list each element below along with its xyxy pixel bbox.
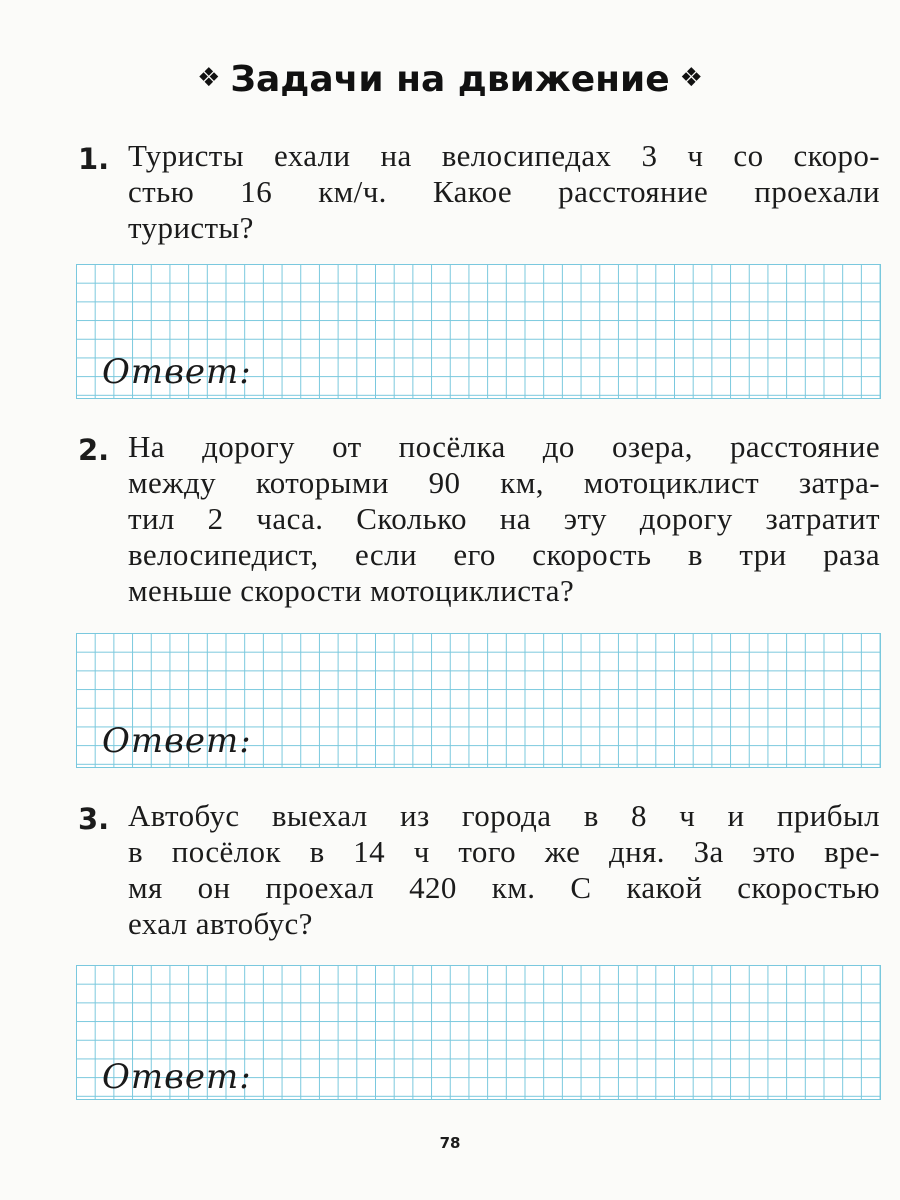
answer-label: Ответ: [102,1057,252,1097]
answer-label: Ответ: [102,721,252,761]
task-text-line: тил 2 часа. Сколько на эту дорогу затратит [128,501,880,536]
answer-label: Ответ: [102,352,252,392]
task-text-line: между которыми 90 км, мотоциклист затра- [128,465,880,500]
task-number: 3. [78,802,110,836]
task-text-line: Автобус выехал из города в 8 ч и прибыл [128,798,880,833]
answer-grid[interactable] [76,965,881,1100]
task-text-line: Туристы ехали на велосипедах 3 ч со скоро- [128,138,880,173]
page-title [0,56,900,105]
diamond-ornament-icon: ❖ [679,63,703,93]
page-title-text: Задачи на движение [230,59,670,100]
task-text-line: меньше скорости мотоциклиста? [128,573,575,608]
task-text-line: туристы? [128,210,254,245]
diamond-ornament-icon: ❖ [197,63,221,93]
task-number: 1. [78,142,110,176]
task-text-line: в посёлок в 14 ч того же дня. За это вре- [128,834,880,869]
task-text-line: мя он проехал 420 км. С какой скоростью [128,870,880,905]
task-number: 2. [78,433,110,467]
task-text-line: велосипедист, если его скорость в три раза [128,537,880,572]
answer-grid[interactable] [76,264,881,399]
task-text-line: На дорогу от посёлка до озера, расстояние [128,429,880,464]
task-text-line: стью 16 км/ч. Какое расстояние проехали [128,174,880,209]
task-text-line: ехал автобус? [128,906,313,941]
page-number: 78 [439,1134,461,1152]
answer-grid[interactable] [76,633,881,768]
